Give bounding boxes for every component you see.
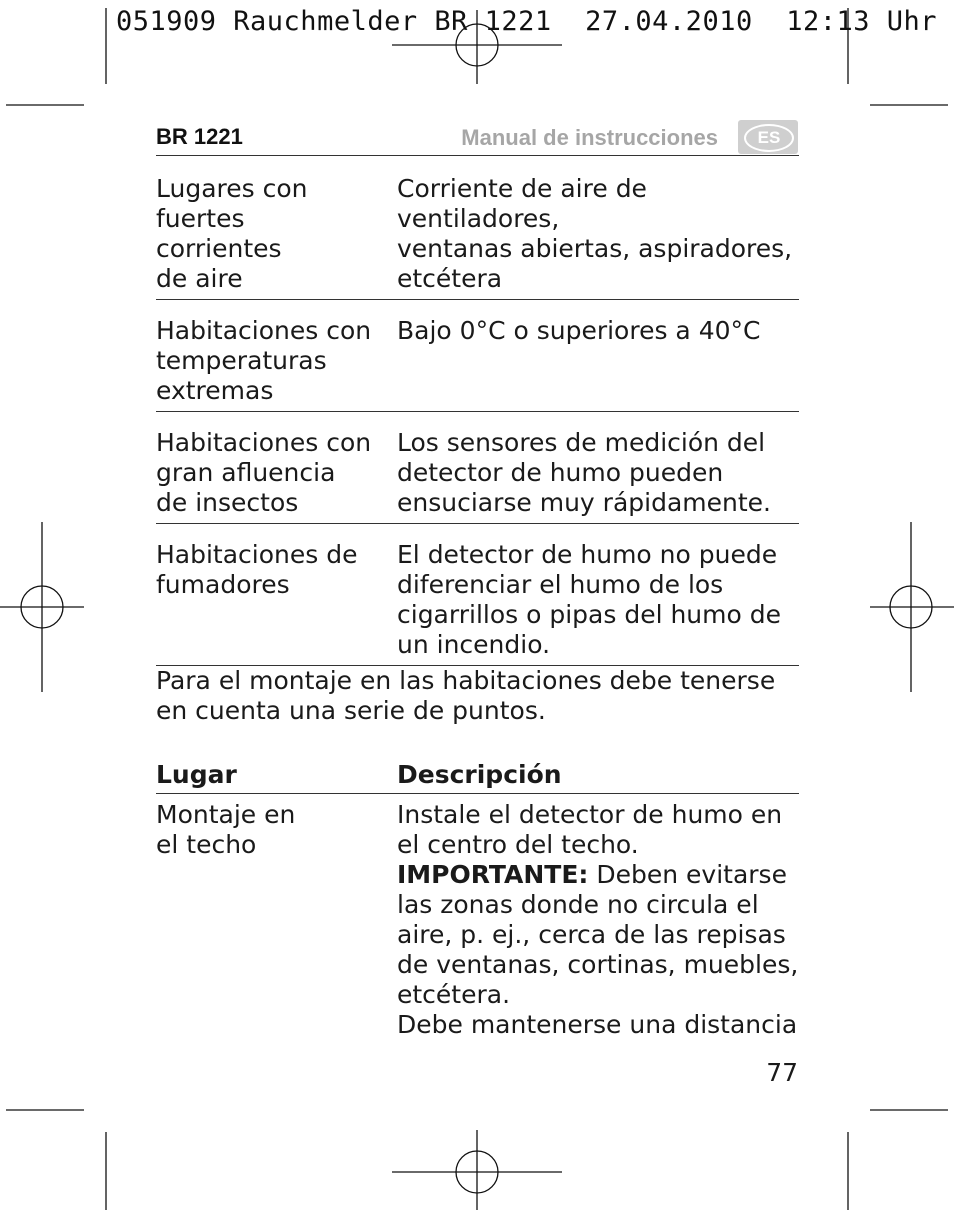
- place-cell: Habitaciones con gran afluencia de insectos: [156, 428, 372, 517]
- table-row: [156, 524, 799, 666]
- header-rule: [156, 155, 799, 156]
- crosshair-bottom: [392, 1130, 562, 1210]
- description-text: Deben evitarse las zonas donde no circula el aire, p. ej., cerca de las repisas de ventanas, cortinas, muebles, etcétera. Debe mantenerse una distancia: [397, 860, 799, 1039]
- intro-paragraph: Para el montaje en las habitaciones debe tenerse en cuenta una serie de puntos.: [156, 666, 776, 725]
- print-slug: 051909 Rauchmelder BR 1221 27.04.2010 12:13 Uhr: [116, 6, 938, 37]
- place-cell: Habitaciones de fumadores: [156, 540, 358, 599]
- mounting-table: [156, 742, 799, 1045]
- description-cell: Bajo 0°C o superiores a 40°C: [397, 316, 761, 345]
- language-code: ES: [744, 124, 794, 152]
- unsuitable-locations-table: [156, 158, 799, 666]
- table-header-row: [156, 742, 799, 794]
- language-badge: [738, 120, 798, 154]
- crosshair-left: [0, 522, 84, 692]
- model-name: BR 1221: [156, 124, 243, 149]
- description-cell: El detector de humo no puede diferenciar el humo de los cigarrillos o pipas del humo de un incendio.: [397, 540, 781, 659]
- manual-title: Manual de instrucciones: [461, 125, 718, 150]
- description-cell: Los sensores de medición del detector de humo pueden ensuciarse muy rápidamente.: [397, 428, 771, 517]
- column-header-place: Lugar: [156, 760, 237, 789]
- column-header-description: Descripción: [397, 760, 562, 789]
- description-cell: [397, 800, 799, 1040]
- crosshair-top: [392, 10, 562, 84]
- important-label: IMPORTANTE:: [397, 860, 589, 889]
- place-cell: Habitaciones con temperaturas extremas: [156, 316, 372, 405]
- description-text: Instale el detector de humo en el centro del techo.: [397, 800, 783, 859]
- place-cell: Lugares con fuertes corrientes de aire: [156, 174, 308, 293]
- table-row: [156, 300, 799, 412]
- table-row: [156, 794, 799, 1045]
- place-cell: Montaje en el techo: [156, 800, 296, 859]
- table-row: [156, 412, 799, 524]
- description-cell: Corriente de aire de ventiladores, ventanas abiertas, aspiradores, etcétera: [397, 174, 793, 293]
- page-number: 77: [766, 1058, 798, 1087]
- crosshair-right: [870, 522, 954, 692]
- table-row: [156, 158, 799, 300]
